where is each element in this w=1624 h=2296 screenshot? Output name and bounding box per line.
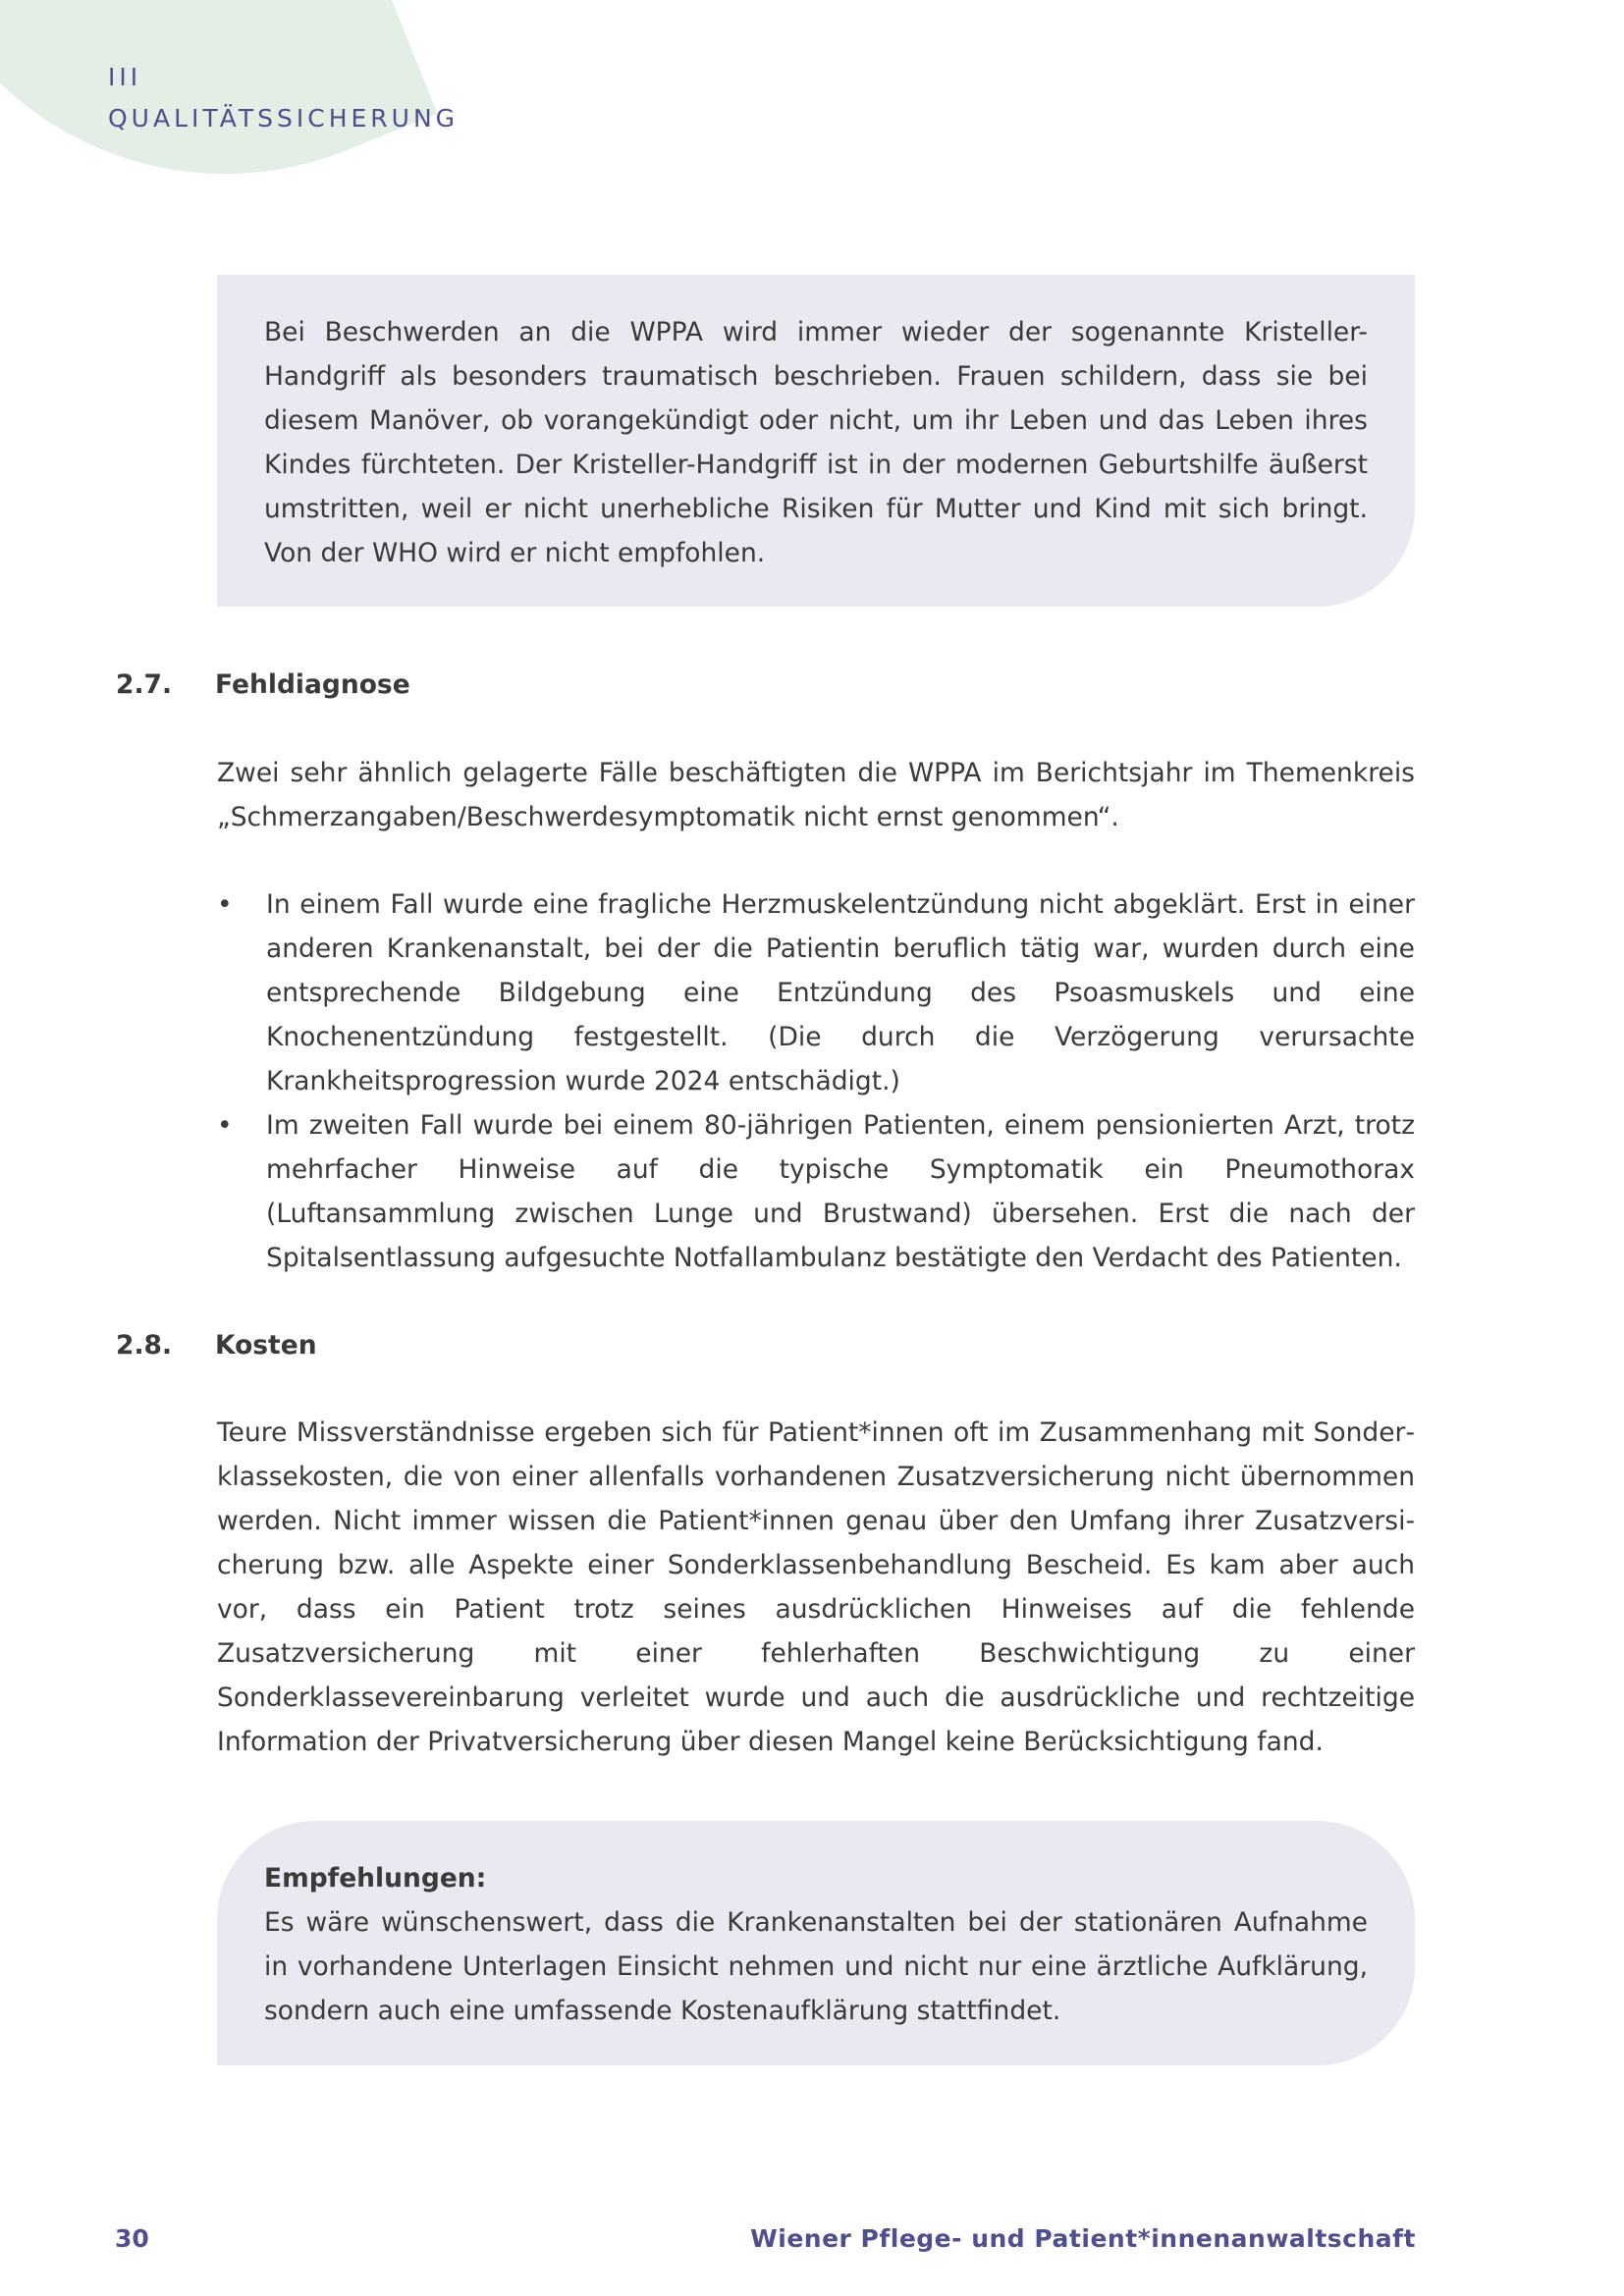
section-title: Kosten <box>215 1330 317 1361</box>
section-heading-2-7 <box>116 663 410 707</box>
kristeller-info-box <box>217 275 1415 607</box>
section-heading-2-8 <box>116 1323 317 1367</box>
chapter-header <box>108 57 459 139</box>
recommendation-box <box>217 1821 1415 2065</box>
list-item <box>217 1103 1415 1280</box>
bullet-icon: • <box>217 1110 233 1141</box>
section-2-8-body <box>217 1411 1415 1764</box>
chapter-title: QUALITÄTSSICHERUNG <box>108 104 460 133</box>
recommendation-text: Es wäre wünschenswert, dass die Krankenanstalten bei der stationären Aufnahme in vorhandene Unterlagen Einsicht nehmen und nicht nur eine ärztliche Aufklärung, sondern auch eine umfassende Kostenaufklärung stattfindet. <box>264 1907 1368 2026</box>
section-2-8-text: Teure Missverständnisse ergeben sich für Patient*innen oft im Zusammenhang mit Sonderklassekosten, die von einer allenfalls vorhandenen Zusatzversicherung nicht übernommen werden. Nicht immer wissen die Patient*innen genau über den Umfang ihrer Zusatzversicherung bzw. alle Aspekte einer Sonderklassenbehandlung Bescheid. Es kam aber auch vor, dass ein Patient trotz seines ausdrücklichen Hinweises auf die fehlende Zusatzversicherung mit einer fehlerhaften Beschwichtigung zu einer Sonderklassevereinbarung verleitet wurde und auch die ausdrückliche und rechtzeitige Information der Privatversicherung über diesen Mangel keine Berücksichtigung fand. <box>217 1417 1415 1757</box>
section-title: Fehldiagnose <box>215 669 410 700</box>
list-item-text: In einem Fall wurde eine fragliche Herzmuskelentzündung nicht abgeklärt. Erst in einer anderen Krankenanstalt, bei der die Patientin beruflich tätig war, wurden durch eine entsprechende Bildgebung eine Entzündung des Psoasmuskels und eine Knochenentzündung festgestellt. (Die durch die Verzögerung verursachte Krankheitsprogression wurde 2024 entschädigt.) <box>266 889 1415 1096</box>
chapter-number: III <box>108 63 142 91</box>
section-number: 2.7. <box>116 669 173 700</box>
section-number: 2.8. <box>116 1330 173 1361</box>
section-2-7-intro-text: Zwei sehr ähnlich gelagerte Fälle beschäftigten die WPPA im Berichtsjahr im Themenkreis „Schmerzangaben/Beschwerdesymptomatik nicht ernst genommen“. <box>217 758 1415 832</box>
bullet-icon: • <box>217 889 233 920</box>
recommendation-title: Empfehlungen: <box>264 1863 487 1894</box>
list-item <box>217 882 1415 1103</box>
kristeller-info-text: Bei Beschwerden an die WPPA wird immer wieder der sogenannte Kristeller-Handgriff als besonders traumatisch beschrieben. Frauen schildern, dass sie bei diesem Manöver, ob vorangekündigt oder nicht, um ihr Leben und das Leben ihres Kindes fürchteten. Der Kristeller-Handgriff ist in der modernen Geburtshilfe äußerst umstritten, weil er nicht unerhebliche Risiken für Mutter und Kind mit sich bringt. Von der WHO wird er nicht empfohlen. <box>264 317 1368 568</box>
page-number: 30 <box>115 2224 149 2253</box>
footer-organization: Wiener Pflege- und Patient*innenanwaltschaft <box>750 2224 1416 2253</box>
list-item-text: Im zweiten Fall wurde bei einem 80-jährigen Patienten, einem pensionierten Arzt, trotz mehrfacher Hinweise auf die typische Symptomatik ein Pneumothorax (Luftansammlung zwischen Lunge und Brustwand) übersehen. Erst die nach der Spitalsentlassung aufgesuchte Notfallambulanz bestätigte den Verdacht des Patienten. <box>266 1110 1415 1273</box>
section-2-7-bullet-list <box>217 882 1415 1280</box>
section-2-7-intro <box>217 751 1415 839</box>
